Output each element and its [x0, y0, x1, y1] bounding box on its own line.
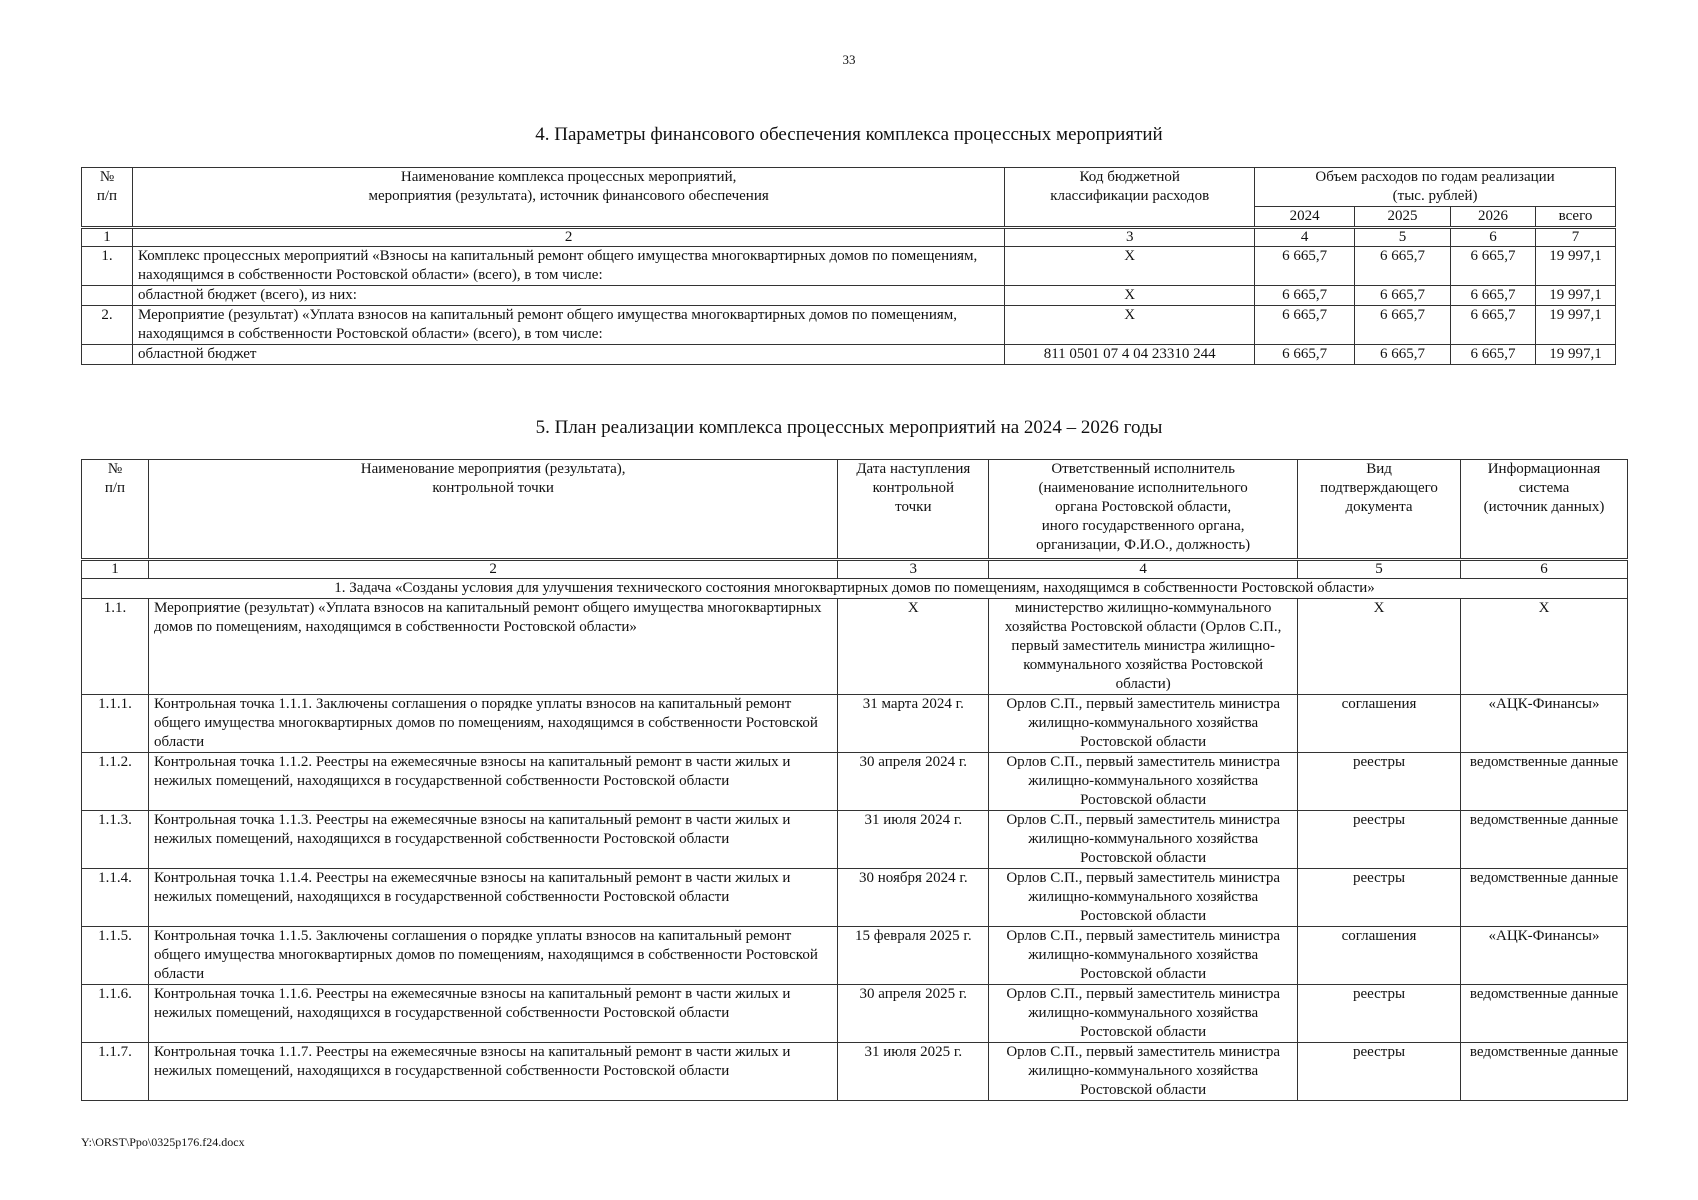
row-name: Контрольная точка 1.1.7. Реестры на ежемесячные взносы на капитальный ремонт в части жилых и нежилых помещений, находящихся в государственной собственности Ростовской области	[148, 1043, 837, 1101]
row-name: областной бюджет	[132, 345, 1004, 365]
header-name	[132, 168, 1004, 228]
finance-table	[81, 167, 1616, 365]
row-document: X	[1298, 599, 1461, 695]
row-name: Контрольная точка 1.1.3. Реестры на ежемесячные взносы на капитальный ремонт в части жилых и нежилых помещений, находящихся в государственной собственности Ростовской области	[148, 811, 837, 869]
row-date: 15 февраля 2025 г.	[838, 927, 989, 985]
row-info-system: ведомственные данные	[1461, 985, 1628, 1043]
header-name: Наименование мероприятия (результата), контрольной точки	[148, 460, 837, 560]
row-2024: 6 665,7	[1255, 306, 1355, 345]
header-volume-line2: (тыс. рублей)	[1392, 188, 1478, 204]
row-responsible: министерство жилищно-коммунального хозяйства Ростовской области (Орлов С.П., первый заместитель министра жилищно-коммунального хозяйства Ростовской области)	[989, 599, 1298, 695]
row-date: 30 апреля 2024 г.	[838, 753, 989, 811]
table-row	[82, 1043, 1628, 1101]
row-info-system: ведомственные данные	[1461, 753, 1628, 811]
col-number: 7	[1535, 228, 1615, 247]
plan-table	[81, 459, 1628, 1101]
row-num: 1.1.5.	[82, 927, 149, 985]
row-2025: 6 665,7	[1355, 286, 1451, 306]
row-num: 1.1.2.	[82, 753, 149, 811]
row-name: Контрольная точка 1.1.6. Реестры на ежемесячные взносы на капитальный ремонт в части жилых и нежилых помещений, находящихся в государственной собственности Ростовской области	[148, 985, 837, 1043]
table-row	[82, 345, 1616, 365]
header-volume	[1255, 168, 1616, 207]
section5-title: 5. План реализации комплекса процессных мероприятий на 2024 – 2026 годы	[535, 417, 1163, 438]
row-2026: 6 665,7	[1451, 247, 1536, 286]
row-num: 1.1.6.	[82, 985, 149, 1043]
row-num: 1.1.3.	[82, 811, 149, 869]
row-name: областной бюджет (всего), из них:	[132, 286, 1004, 306]
row-total: 19 997,1	[1535, 306, 1615, 345]
table-row	[82, 306, 1616, 345]
row-num: 1.1.7.	[82, 1043, 149, 1101]
row-info-system: ведомственные данные	[1461, 811, 1628, 869]
row-name: Контрольная точка 1.1.1. Заключены соглашения о порядке уплаты взносов на капитальный ремонт общего имущества многоквартирных домов по помещениям, находящимся в собственности Ростовской области	[148, 695, 837, 753]
row-total: 19 997,1	[1535, 345, 1615, 365]
row-num: 1.1.	[82, 599, 149, 695]
row-total: 19 997,1	[1535, 286, 1615, 306]
row-2026: 6 665,7	[1451, 306, 1536, 345]
header-info-system: Информационная система (источник данных)	[1461, 460, 1628, 560]
row-info-system: X	[1461, 599, 1628, 695]
col-number: 2	[148, 560, 837, 579]
table-row	[82, 753, 1628, 811]
row-date: 31 марта 2024 г.	[838, 695, 989, 753]
col-number: 5	[1298, 560, 1461, 579]
row-code: 811 0501 07 4 04 23310 244	[1005, 345, 1255, 365]
header-year-2026: 2026	[1451, 207, 1536, 228]
row-responsible: Орлов С.П., первый заместитель министра жилищно-коммунального хозяйства Ростовской области	[989, 985, 1298, 1043]
table-row	[82, 247, 1616, 286]
row-2024: 6 665,7	[1255, 345, 1355, 365]
header-year-2025: 2025	[1355, 207, 1451, 228]
col-number: 5	[1355, 228, 1451, 247]
row-responsible: Орлов С.П., первый заместитель министра жилищно-коммунального хозяйства Ростовской области	[989, 1043, 1298, 1101]
row-responsible: Орлов С.П., первый заместитель министра жилищно-коммунального хозяйства Ростовской области	[989, 927, 1298, 985]
section4-title: 4. Параметры финансового обеспечения комплекса процессных мероприятий	[535, 124, 1163, 145]
header-code	[1005, 168, 1255, 228]
header-code-line1: Код бюджетной	[1079, 169, 1180, 185]
header-total: всего	[1535, 207, 1615, 228]
row-name: Мероприятие (результат) «Уплата взносов на капитальный ремонт общего имущества многоквартирных домов по помещениям, находящимся в собственности Ростовской области» (всего), в том числе:	[132, 306, 1004, 345]
row-document: реестры	[1298, 985, 1461, 1043]
row-code: X	[1005, 247, 1255, 286]
table-row	[82, 599, 1628, 695]
col-number: 1	[82, 228, 133, 247]
row-num	[82, 345, 133, 365]
header-date: Дата наступления контрольной точки	[838, 460, 989, 560]
table-row	[82, 811, 1628, 869]
row-responsible: Орлов С.П., первый заместитель министра жилищно-коммунального хозяйства Ростовской области	[989, 753, 1298, 811]
row-num: 2.	[82, 306, 133, 345]
row-name: Контрольная точка 1.1.2. Реестры на ежемесячные взносы на капитальный ремонт в части жилых и нежилых помещений, находящихся в государственной собственности Ростовской области	[148, 753, 837, 811]
task-title: 1. Задача «Созданы условия для улучшения технического состояния многоквартирных домов по помещениям, находящимся в собственности Ростовской области»	[82, 579, 1628, 599]
row-2026: 6 665,7	[1451, 286, 1536, 306]
row-date: 30 ноября 2024 г.	[838, 869, 989, 927]
row-name: Контрольная точка 1.1.4. Реестры на ежемесячные взносы на капитальный ремонт в части жилых и нежилых помещений, находящихся в государственной собственности Ростовской области	[148, 869, 837, 927]
row-date: 31 июля 2025 г.	[838, 1043, 989, 1101]
row-name: Комплекс процессных мероприятий «Взносы на капитальный ремонт общего имущества многоквартирных домов по помещениям, находящимся в собственности Ростовской области» (всего), в том числе:	[132, 247, 1004, 286]
row-info-system: ведомственные данные	[1461, 1043, 1628, 1101]
row-num: 1.1.1.	[82, 695, 149, 753]
header-code-line2: классификации расходов	[1050, 188, 1210, 204]
col-number: 3	[838, 560, 989, 579]
row-document: реестры	[1298, 1043, 1461, 1101]
header-responsible: Ответственный исполнитель (наименование исполнительного органа Ростовской области, иного государственного органа, организации, Ф.И.О., должность)	[989, 460, 1298, 560]
row-info-system: «АЦК-Финансы»	[1461, 695, 1628, 753]
row-2025: 6 665,7	[1355, 306, 1451, 345]
column-numbers-row	[82, 228, 1616, 247]
row-info-system: «АЦК-Финансы»	[1461, 927, 1628, 985]
table-row	[82, 286, 1616, 306]
column-numbers-row	[82, 560, 1628, 579]
row-2025: 6 665,7	[1355, 247, 1451, 286]
header-volume-line1: Объем расходов по годам реализации	[1315, 169, 1555, 185]
task-row	[82, 579, 1628, 599]
col-number: 6	[1451, 228, 1536, 247]
col-number: 4	[989, 560, 1298, 579]
table-row	[82, 927, 1628, 985]
row-date: 31 июля 2024 г.	[838, 811, 989, 869]
header-num: № п/п	[82, 460, 149, 560]
row-num: 1.1.4.	[82, 869, 149, 927]
row-name: Мероприятие (результат) «Уплата взносов на капитальный ремонт общего имущества многоквартирных домов по помещениям, находящимся в собственности Ростовской области»	[148, 599, 837, 695]
file-path-footer: Y:\ORST\Ppo\0325p176.f24.docx	[81, 1135, 245, 1149]
table-row	[82, 985, 1628, 1043]
header-document: Вид подтверждающего документа	[1298, 460, 1461, 560]
row-responsible: Орлов С.П., первый заместитель министра жилищно-коммунального хозяйства Ростовской области	[989, 869, 1298, 927]
row-document: соглашения	[1298, 695, 1461, 753]
row-2025: 6 665,7	[1355, 345, 1451, 365]
row-num	[82, 286, 133, 306]
row-2026: 6 665,7	[1451, 345, 1536, 365]
page-number: 33	[842, 52, 856, 67]
col-number: 6	[1461, 560, 1628, 579]
row-num: 1.	[82, 247, 133, 286]
row-2024: 6 665,7	[1255, 286, 1355, 306]
col-number: 1	[82, 560, 149, 579]
row-date: 30 апреля 2025 г.	[838, 985, 989, 1043]
row-2024: 6 665,7	[1255, 247, 1355, 286]
row-code: X	[1005, 286, 1255, 306]
col-number: 4	[1255, 228, 1355, 247]
row-responsible: Орлов С.П., первый заместитель министра жилищно-коммунального хозяйства Ростовской области	[989, 695, 1298, 753]
row-total: 19 997,1	[1535, 247, 1615, 286]
header-name-line1: Наименование комплекса процессных мероприятий,	[400, 169, 737, 185]
row-document: реестры	[1298, 753, 1461, 811]
row-name: Контрольная точка 1.1.5. Заключены соглашения о порядке уплаты взносов на капитальный ремонт общего имущества многоквартирных домов по помещениям, находящимся в собственности Ростовской области	[148, 927, 837, 985]
row-responsible: Орлов С.П., первый заместитель министра жилищно-коммунального хозяйства Ростовской области	[989, 811, 1298, 869]
row-document: реестры	[1298, 869, 1461, 927]
col-number: 3	[1005, 228, 1255, 247]
row-date: X	[838, 599, 989, 695]
col-number: 2	[132, 228, 1004, 247]
table-row	[82, 869, 1628, 927]
row-document: соглашения	[1298, 927, 1461, 985]
table-row	[82, 695, 1628, 753]
row-code: X	[1005, 306, 1255, 345]
row-document: реестры	[1298, 811, 1461, 869]
header-name-line2: мероприятия (результата), источник финансового обеспечения	[368, 188, 769, 204]
row-info-system: ведомственные данные	[1461, 869, 1628, 927]
header-num: № п/п	[82, 168, 133, 228]
header-year-2024: 2024	[1255, 207, 1355, 228]
